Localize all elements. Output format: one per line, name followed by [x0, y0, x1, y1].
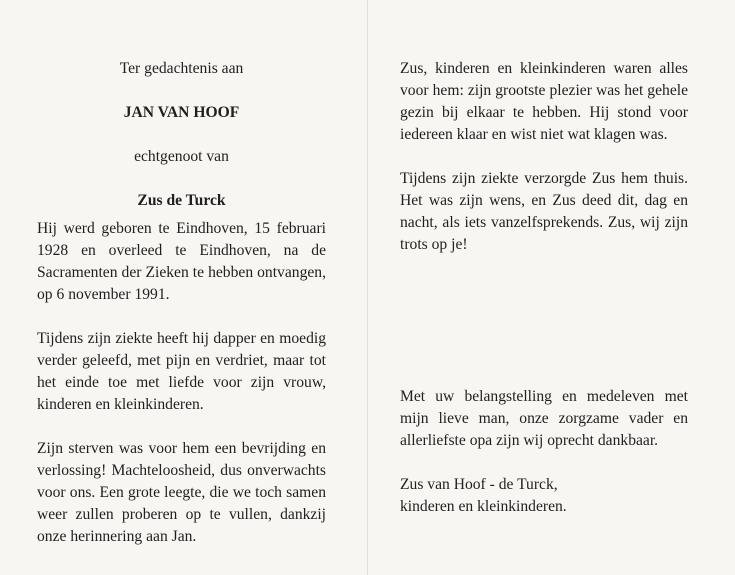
- intro-line: Ter gedachtenis aan: [119, 60, 244, 77]
- thanks-paragraph: Met uw belangstelling en medeleven met mijn lieve man, onze zorgzame vader en allerliefste opa zijn wij oprecht dankbaar.: [400, 388, 688, 449]
- spouse-label: echtgenoot van: [134, 148, 229, 165]
- deceased-name: JAN VAN HOOF: [123, 104, 240, 121]
- card-fold-line: [367, 0, 368, 575]
- illness-paragraph: Tijdens zijn ziekte heeft hij dapper en moedig verder geleefd, met pijn en verdriet, maar tot het einde toe met liefde voor zijn vrouw, kinderen en kleinkinderen.: [37, 330, 326, 413]
- care-paragraph: Tijdens zijn ziekte verzorgde Zus hem thuis. Het was zijn wens, en Zus deed dit, dag en nacht, als iets vanzelfsprekends. Zus, wij zijn trots op je!: [400, 170, 688, 253]
- death-paragraph: Zijn sterven was voor hem een bevrijding en verlossing! Machteloosheid, dus onverwachts voor ons. Een grote leegte, die we toch samen weer zullen proberen op te vullen, dankzij onze herinnering aan Jan.: [37, 440, 326, 545]
- signature-line-1: Zus van Hoof - de Turck,: [400, 476, 558, 493]
- signature-line-2: kinderen en kleinkinderen.: [400, 498, 567, 515]
- right-panel: [400, 58, 688, 256]
- left-panel: [37, 58, 326, 548]
- spouse-name: Zus de Turck: [137, 192, 226, 209]
- family-paragraph: Zus, kinderen en kleinkinderen waren alles voor hem: zijn grootste plezier was het gehele gezin bij elkaar te hebben. Hij stond voor iedereen klaar en wist niet wat klagen was.: [400, 60, 688, 143]
- birth-paragraph: Hij werd geboren te Eindhoven, 15 februari 1928 en overleed te Eindhoven, na de Sacramenten der Zieken te hebben ontvangen, op 6 november 1991.: [37, 220, 326, 303]
- right-panel-bottom: [400, 386, 688, 518]
